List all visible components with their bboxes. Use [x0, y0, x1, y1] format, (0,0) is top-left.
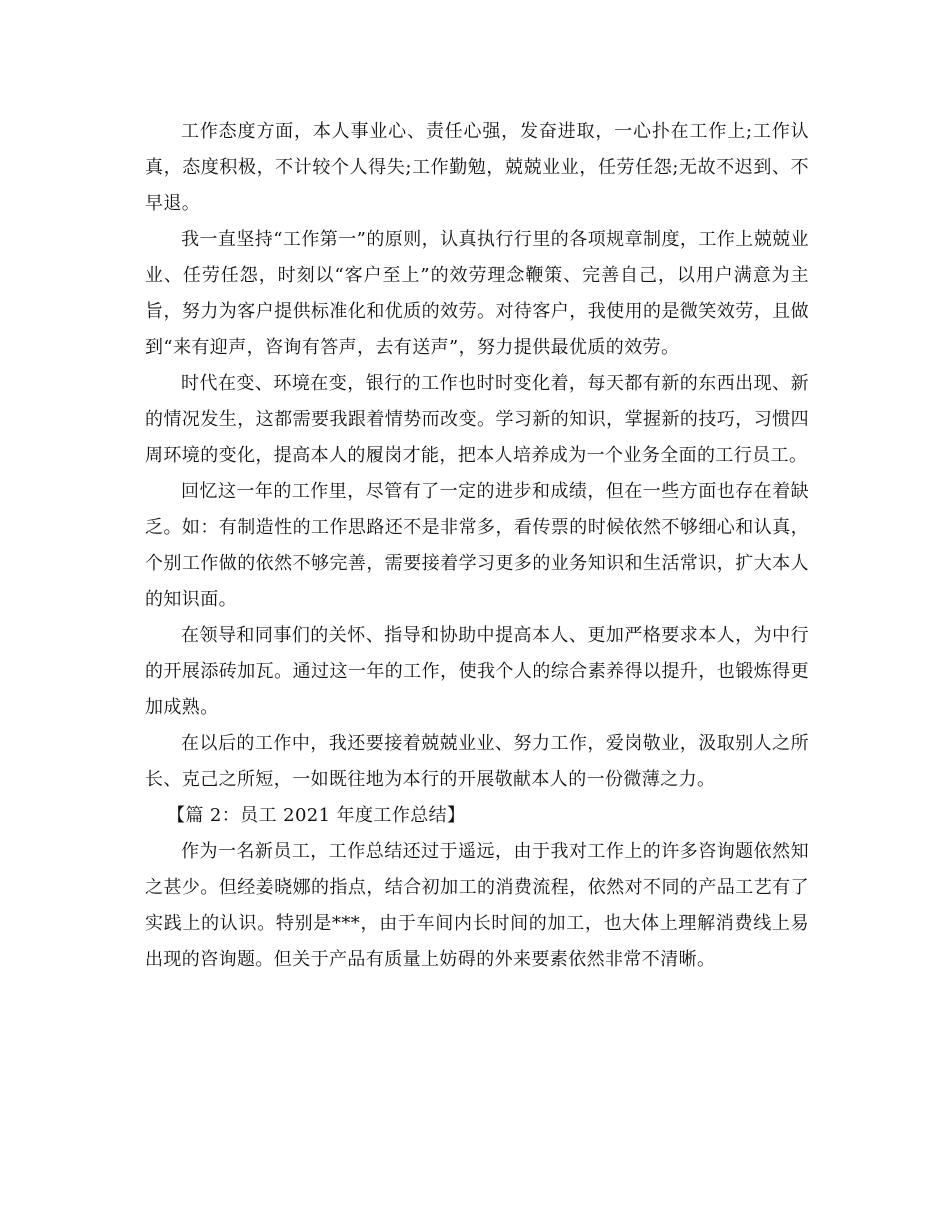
document-body — [145, 114, 809, 978]
paragraph-work-attitude: 工作态度方面，本人事业心、责任心强，发奋进取，一心扑在工作上;工作认真，态度积极，不计较个人得失;工作勤勉，兢兢业业，任劳任怨;无故不迟到、不早退。 — [145, 121, 809, 214]
paragraph-changing-times: 时代在变、环境在变，银行的工作也时时变化着，每天都有新的东西出现、新的情况发生，这都需要我跟着情势而改变。学习新的知识，掌握新的技巧，习惯四周环境的变化，提高本人的履岗才能，把本人培养成为一个业务全面的工行员工。 — [145, 373, 809, 466]
paragraph-new-employee: 作为一名新员工，工作总结还过于遥远，由于我对工作上的许多咨询题依然知之甚少。但经姜晓娜的指点，结合初加工的消费流程，依然对不同的产品工艺有了实践上的认识。特别是***，由于车间内长时间的加工，也大体上理解消费线上易出现的咨询题。但关于产品有质量上妨碍的外来要素依然非常不清晰。 — [145, 841, 809, 970]
section-heading: 【篇 2：员工 2021 年度工作总结】 — [167, 805, 466, 826]
paragraph-work-principle: 我一直坚持“工作第一”的原则，认真执行行里的各项规章制度，工作上兢兢业业、任劳任怨，时刻以“客户至上”的效劳理念鞭策、完善自己，以用户满意为主旨，努力为客户提供标准化和优质的效劳。对待客户，我使用的是微笑效劳，且做到“来有迎声，咨询有答声，去有送声”，努力提供最优质的效劳。 — [145, 229, 809, 358]
paragraph-growth: 在领导和同事们的关怀、指导和协助中提高本人、更加严格要求本人，为中行的开展添砖加瓦。通过这一年的工作，使我个人的综合素养得以提升，也锻炼得更加成熟。 — [145, 625, 809, 718]
paragraph-shortcomings: 回忆这一年的工作里，尽管有了一定的进步和成绩，但在一些方面也存在着缺乏。如：有制造性的工作思路还不是非常多，看传票的时候依然不够细心和认真，个别工作做的依然不够完善，需要接着学习更多的业务知识和生活常识，扩大本人的知识面。 — [145, 481, 809, 610]
paragraph-future-work: 在以后的工作中，我还要接着兢兢业业、努力工作，爱岗敬业，汲取别人之所长、克己之所短，一如既往地为本行的开展敬献本人的一份微薄之力。 — [145, 733, 809, 790]
